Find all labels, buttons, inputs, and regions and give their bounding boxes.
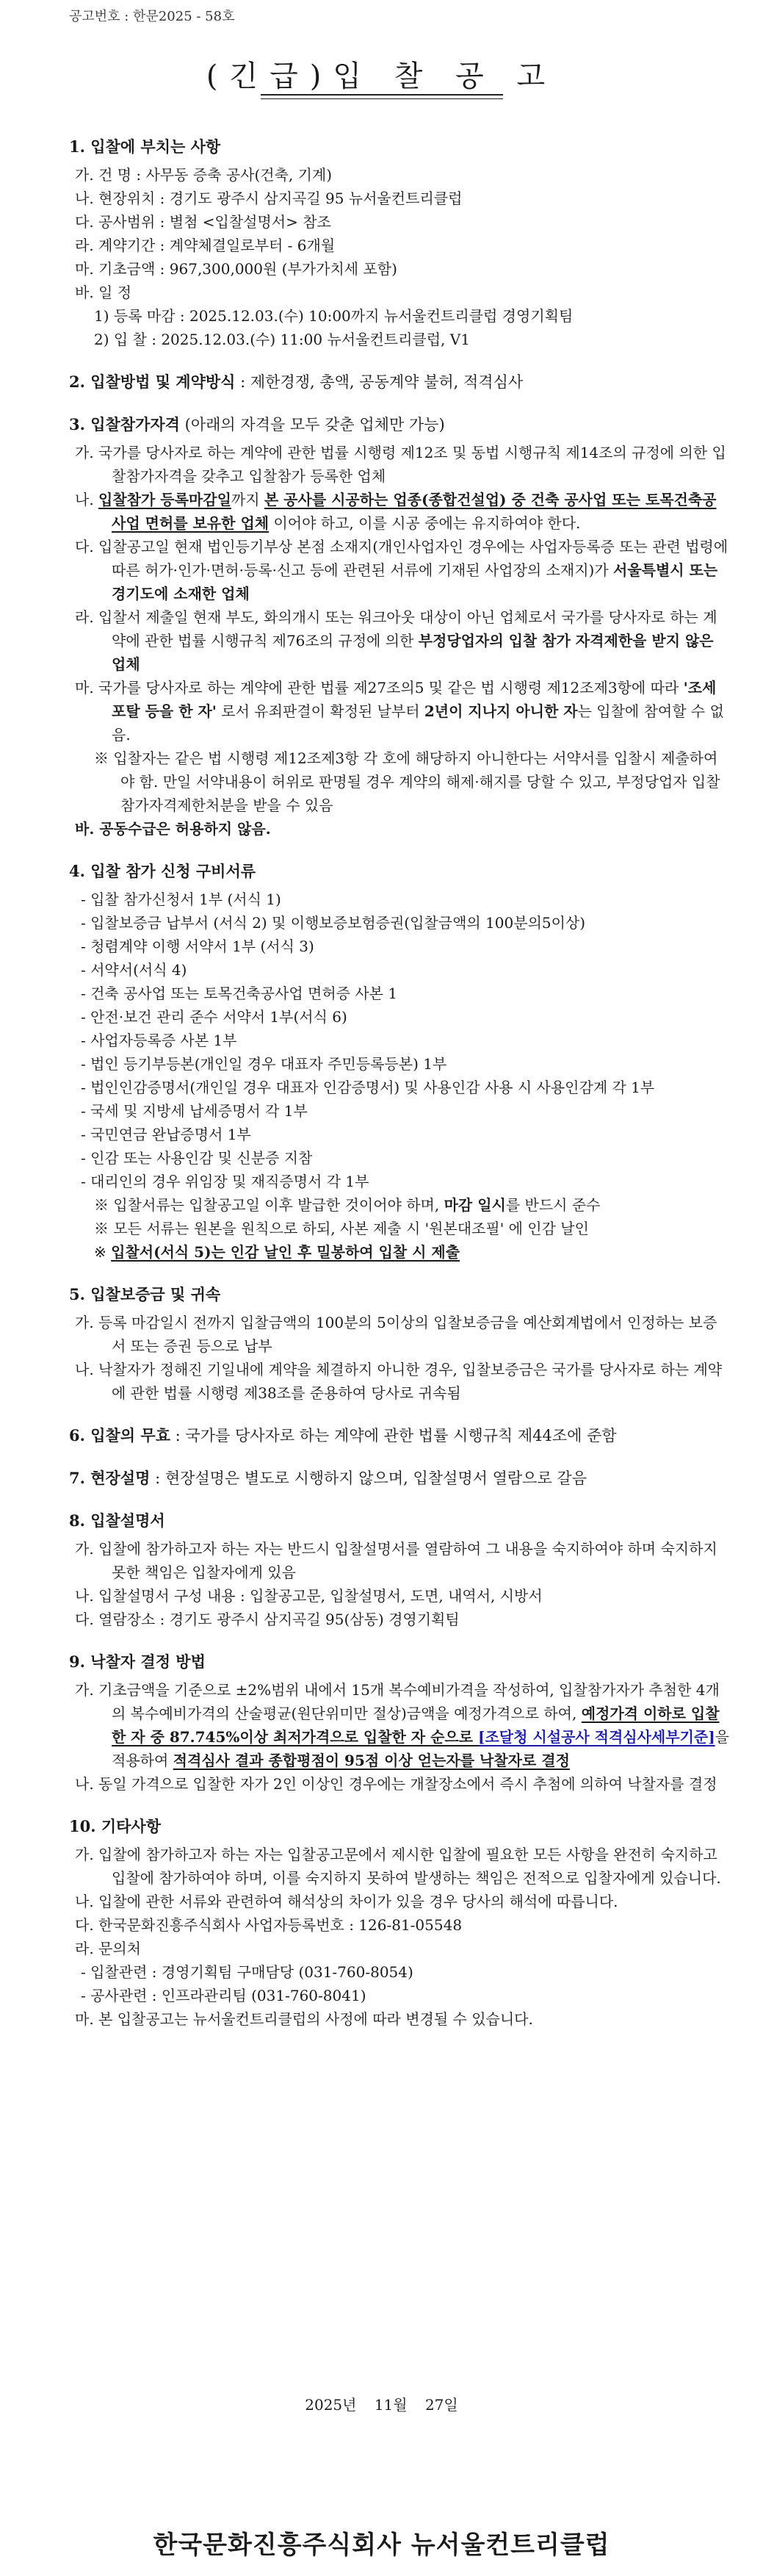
document-item: - 인감 또는 사용인감 및 신분증 지참 bbox=[81, 1149, 313, 1167]
document-item: - 국세 및 지방세 납세증명서 각 1부 bbox=[81, 1102, 308, 1120]
bid-method-text: : 제한경쟁, 총액, 공동계약 불허, 적격심사 bbox=[235, 373, 524, 391]
document-item: - 청렴계약 이행 서약서 1부 (서식 3) bbox=[81, 938, 314, 955]
document-item: - 법인 등기부등본(개인일 경우 대표자 주민등록등본) 1부 bbox=[81, 1055, 447, 1073]
misc-na: 나. 입찰에 관한 서류와 관련하여 해석상의 차이가 있을 경우 당사의 해석에 따릅니다. bbox=[75, 1893, 618, 1910]
organization-name: 한국문화진흥주식회사 뉴서울컨트리클럽 bbox=[153, 2530, 610, 2560]
qualification-ma: 마. 국가를 당사자로 하는 계약에 관한 법률 제27조의5 및 같은 법 시행령 제12조제3항에 따라 '조세포탈 등을 한 자' 로서 유죄판결이 확정된 날부터 2년이 지나지 아니한 자는 입찰에 참여할 수 없음. bbox=[75, 679, 724, 744]
section-title: 9. 낙찰자 결정 방법 bbox=[69, 1652, 206, 1671]
section-bid-manual bbox=[69, 1509, 730, 1631]
schedule-registration: 1) 등록 마감 : 2025.12.03.(수) 10:00까지 뉴서울컨트리클럽 경영기획팀 bbox=[94, 307, 574, 325]
section-award bbox=[69, 1650, 730, 1796]
invalid-text: : 국가를 당사자로 하는 계약에 관한 법률 시행규칙 제44조에 준함 bbox=[170, 1427, 617, 1444]
notice-number: 공고번호 : 한문2025 - 58호 bbox=[69, 9, 235, 24]
notice-body bbox=[69, 123, 730, 2031]
manual-da: 다. 열람장소 : 경기도 광주시 삼지곡길 95(삼동) 경영기획팀 bbox=[75, 1611, 460, 1628]
document-item: - 법인인감증명서(개인일 경우 대표자 인감증명서) 및 사용인감 사용 시 사용인감계 각 1부 bbox=[81, 1079, 655, 1096]
documents-note-original: ※ 모든 서류는 원본을 원칙으로 하되, 사본 제출 시 '원본대조필' 에 인감 날인 bbox=[94, 1220, 589, 1237]
contact-construction: - 공사관련 : 인프라관리팀 (031-760-8041) bbox=[81, 1987, 366, 2004]
misc-ga: 가. 입찰에 참가하고자 하는 자는 입찰공고문에서 제시한 입찰에 필요한 모든 사항을 완전히 숙지하고 입찰에 참가하여야 하며, 이를 숙지하지 못하여 발생하는 책임은 전적으로 입찰자에게 있습니다. bbox=[75, 1846, 721, 1887]
item-contract-period: 라. 계약기간 : 계약체결일로부터 - 6개월 bbox=[75, 237, 336, 254]
document-item: - 서약서(서식 4) bbox=[81, 961, 187, 979]
section-deposit bbox=[69, 1283, 730, 1405]
document-item: - 입찰보증금 납부서 (서식 2) 및 이행보증보험증권(입찰금액의 100분의5이상) bbox=[81, 914, 586, 932]
section-qualification bbox=[69, 413, 730, 841]
manual-na: 나. 입찰설명서 구성 내용 : 입찰공고문, 입찰설명서, 도면, 내역서, 시방서 bbox=[75, 1587, 543, 1605]
title-underline bbox=[261, 94, 503, 96]
item-base-amount: 마. 기초금액 : 967,300,000원 (부가가치세 포함) bbox=[75, 260, 397, 278]
document-item: - 사업자등록증 사본 1부 bbox=[81, 1032, 237, 1049]
page-title: (긴급)입 찰 공 고 bbox=[206, 60, 557, 93]
qualification-na: 나. 입찰참가 등록마감일까지 본 공사를 시공하는 업종(종합건설업) 중 건축 공사업 또는 토목건축공사업 면허를 보유한 업체 이어야 하고, 이를 시공 중에는 유지하여야 한다. bbox=[75, 491, 717, 532]
section-title: 6. 입찰의 무효 bbox=[69, 1426, 170, 1444]
section-title: 5. 입찰보증금 및 귀속 bbox=[69, 1285, 221, 1303]
misc-ma: 마. 본 입찰공고는 뉴서울컨트리클럽의 사정에 따라 변경될 수 있습니다. bbox=[75, 2010, 533, 2028]
section-bid-items bbox=[69, 135, 730, 351]
notice-date: 2025년 11월 27일 bbox=[305, 2396, 458, 2414]
section-title: 4. 입찰 참가 신청 구비서류 bbox=[69, 862, 256, 880]
section-title: 3. 입찰참가자격 bbox=[69, 415, 180, 433]
qualification-ra: 라. 입찰서 제출일 현재 부도, 화의개시 또는 워크아웃 대상이 아닌 업체로서 국가를 당사자로 하는 계약에 관한 법률 시행규칙 제76조의 규정에 의한 부정당업자의 입찰 참가 자격제한을 받지 않은 업체 bbox=[75, 608, 717, 673]
document-item: - 건축 공사업 또는 토목건축공사업 면허증 사본 1 bbox=[81, 985, 398, 1002]
site-briefing-text: : 현장설명은 별도로 시행하지 않으며, 입찰설명서 열람으로 갈음 bbox=[150, 1469, 587, 1487]
qualification-note: ※ 입찰자는 같은 법 시행령 제12조제3항 각 호에 해당하지 아니한다는 서약서를 입찰시 제출하여야 함. 만일 서약내용이 허위로 판명될 경우 계약의 해제·해지를 당할 수 있고, 부정당업자 입찰참가자격제한처분을 받을 수 있음 bbox=[94, 749, 720, 814]
item-schedule: 바. 일 정 bbox=[75, 284, 132, 301]
document-item: - 입찰 참가신청서 1부 (서식 1) bbox=[81, 891, 281, 908]
item-site-location: 나. 현장위치 : 경기도 광주시 삼지곡길 95 뉴서울컨트리클럽 bbox=[75, 190, 463, 207]
item-project-name: 가. 건 명 : 사무동 증축 공사(건축, 기계) bbox=[75, 166, 333, 184]
document-item: - 대리인의 경우 위임장 및 재직증명서 각 1부 bbox=[81, 1173, 369, 1190]
deposit-ga: 가. 등록 마감일시 전까지 입찰금액의 100분의 5이상의 입찰보증금을 예산회계법에서 인정하는 보증서 또는 증권 등으로 납부 bbox=[75, 1314, 717, 1355]
qualification-da: 다. 입찰공고일 현재 법인등기부상 본점 소재지(개인사업자인 경우에는 사업자등록증 또는 관련 법령에 따른 허가·인가·면허·등록·신고 등에 관련된 서류에 기재된 사업장의 소재지)가 서울특별시 또는 경기도에 소재한 업체 bbox=[75, 538, 728, 602]
misc-da: 다. 한국문화진흥주식회사 사업자등록번호 : 126-81-05548 bbox=[75, 1916, 463, 1934]
award-na: 나. 동일 가격으로 입찰한 자가 2인 이상인 경우에는 개찰장소에서 즉시 추첨에 의하여 낙찰자를 결정 bbox=[75, 1775, 717, 1793]
manual-ga: 가. 입찰에 참가하고자 하는 자는 반드시 입찰설명서를 열람하여 그 내용을 숙지하여야 하며 숙지하지 못한 책임은 입찰자에게 있음 bbox=[75, 1540, 717, 1581]
qualification-ba: 바. 공동수급은 허용하지 않음. bbox=[75, 820, 271, 838]
contact-bid: - 입찰관련 : 경영기획팀 구매담당 (031-760-8054) bbox=[81, 1963, 413, 1981]
deposit-na: 나. 낙찰자가 정해진 기일내에 계약을 체결하지 아니한 경우, 입찰보증금은 국가를 당사자로 하는 계약에 관한 법률 시행령 제38조를 준용하여 당사로 귀속됨 bbox=[75, 1361, 723, 1402]
qualification-ga: 가. 국가를 당사자로 하는 계약에 관한 법률 시행령 제12조 및 동법 시행규칙 제14조의 규정에 의한 입찰참가자격을 갖추고 입찰참가 등록한 업체 bbox=[75, 444, 726, 485]
schedule-bid: 2) 입 찰 : 2025.12.03.(수) 11:00 뉴서울컨트리클럽, V1 bbox=[94, 331, 470, 348]
section-title: 1. 입찰에 부치는 사항 bbox=[69, 137, 221, 156]
section-title-note: (아래의 자격을 모두 갖춘 업체만 가능) bbox=[179, 416, 445, 433]
document-item: - 안전·보건 관리 준수 서약서 1부(서식 6) bbox=[81, 1008, 347, 1026]
section-bid-method bbox=[69, 370, 730, 394]
misc-ra: 라. 문의처 bbox=[75, 1940, 141, 1957]
section-invalid bbox=[69, 1424, 730, 1447]
section-site-briefing bbox=[69, 1467, 730, 1490]
documents-note-sealed: ※ 입찰서(서식 5)는 인감 날인 후 밀봉하여 입찰 시 제출 bbox=[94, 1243, 460, 1261]
award-ga: 가. 기초금액을 기준으로 ±2%범위 내에서 15개 복수예비가격을 작성하여, 입찰참가자가 추첨한 4개의 복수예비가격의 산술평균(원단위미만 절상)금액을 예정가격으로 하여, 예정가격 이하로 입찰한 자 중 87.745%이상 최저가격으로 입찰한 자 순으로 [조달청 시설공사 적격심사세부기준]을 적용하여 적격심사 결과 종합평점이 95점 이상 얻는자를 낙찰자로 결정 bbox=[75, 1681, 729, 1769]
title-underline-thin bbox=[261, 98, 503, 99]
documents-note-deadline: ※ 입찰서류는 입찰공고일 이후 발급한 것이어야 하며, 마감 일시를 반드시 준수 bbox=[94, 1196, 601, 1214]
section-title: 2. 입찰방법 및 계약방식 bbox=[69, 373, 236, 391]
document-item: - 국민연금 완납증명서 1부 bbox=[81, 1126, 251, 1143]
section-title: 10. 기타사항 bbox=[69, 1817, 161, 1835]
section-title: 8. 입찰설명서 bbox=[69, 1511, 165, 1530]
section-title: 7. 현장설명 bbox=[69, 1469, 151, 1487]
section-misc bbox=[69, 1815, 730, 2031]
item-scope: 다. 공사범위 : 별첨 <입찰설명서> 참조 bbox=[75, 213, 331, 231]
section-documents bbox=[69, 860, 730, 1264]
